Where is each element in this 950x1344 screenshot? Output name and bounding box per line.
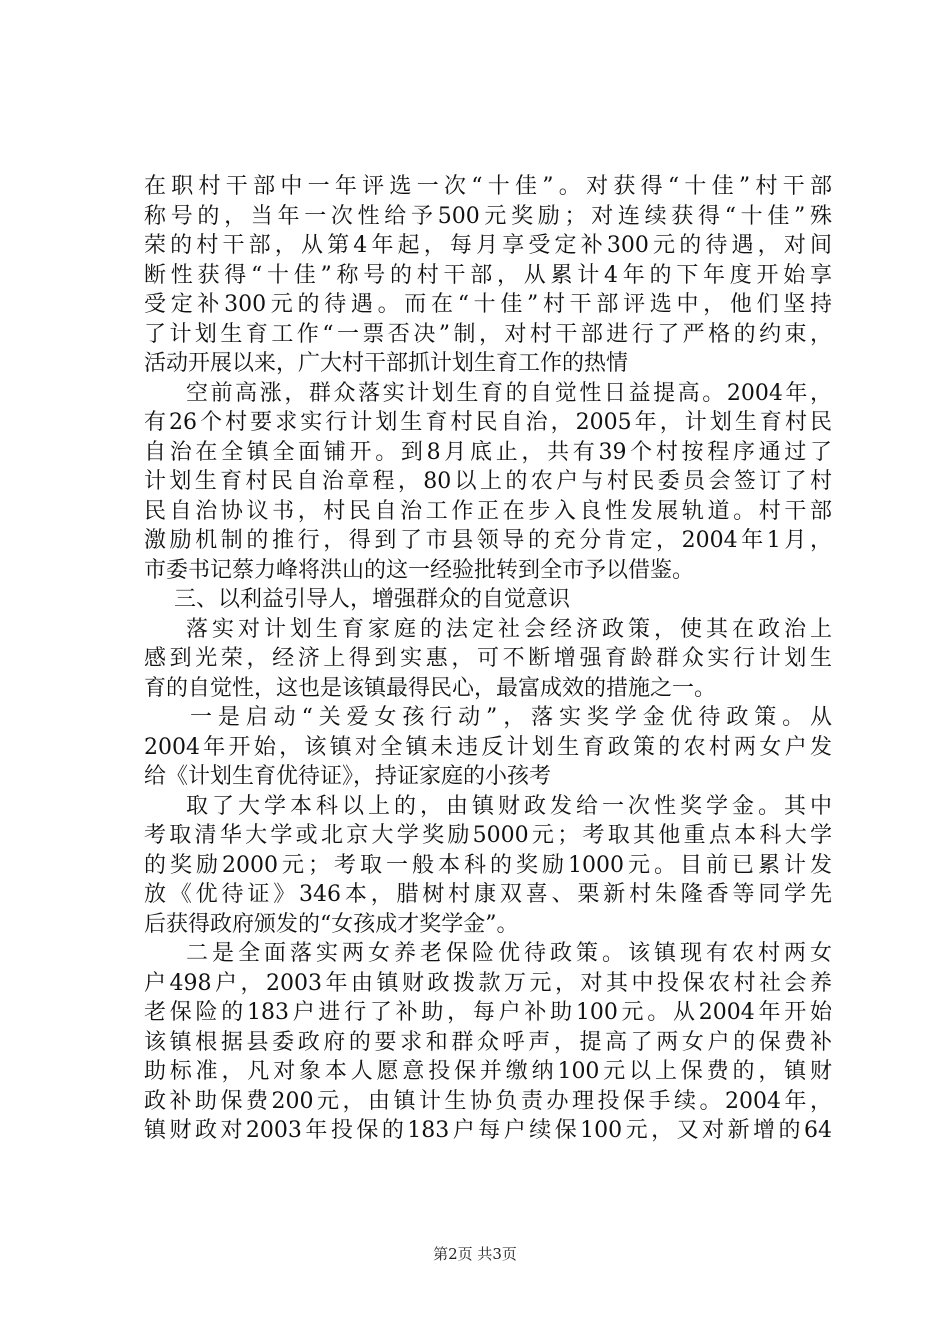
text-line: 计划生育村民自治章程，80以上的农户与村民委员会签订了村 <box>144 469 832 494</box>
text-line: 感到光荣，经济上得到实惠，可不断增强育龄群众实行计划生 <box>144 646 832 671</box>
text-line: 政补助保费200元，由镇计生协负责办理投保手续。2004年， <box>144 1088 832 1114</box>
text-line: 老保险的183户进行了补助，每户补助100元。从2004年开始 <box>144 1000 832 1025</box>
text-line: 荣的村干部，从第4年起，每月享受定补300元的待遇，对间 <box>144 233 832 258</box>
text-line: 了计划生育工作“一票否决”制，对村干部进行了严格的约束， <box>144 321 832 347</box>
text-line: 称号的，当年一次性给予500元奖励；对连续获得“十佳”殊 <box>144 203 832 229</box>
text-line: 自治在全镇全面铺开。到8月底止，共有39个村按程序通过了 <box>144 439 832 465</box>
text-line: 受定补300元的待遇。而在“十佳”村干部评选中，他们坚持 <box>144 292 832 317</box>
text-line: 在职村干部中一年评选一次“十佳”。对获得“十佳”村干部 <box>144 174 832 199</box>
text-line: 一是启动“关爱女孩行动”，落实奖学金优待政策。从 <box>190 705 832 730</box>
text-line: 活动开展以来，广大村干部抓计划生育工作的热情 <box>144 351 629 376</box>
text-line: 该镇根据县委政府的要求和群众呼声，提高了两女户的保费补 <box>144 1029 832 1055</box>
text-line: 取了大学本科以上的，由镇财政发给一次性奖学金。其中 <box>186 793 832 819</box>
text-line: 户498户，2003年由镇财政拨款万元，对其中投保农村社会养 <box>144 970 832 996</box>
text-line: 镇财政对2003年投保的183户每户续保100元，又对新增的64 <box>144 1118 832 1143</box>
text-line: 的奖励2000元；考取一般本科的奖励1000元。目前已累计发 <box>144 852 832 878</box>
text-line: 育的自觉性，这也是该镇最得民心，最富成效的措施之一。 <box>144 675 717 701</box>
document-body <box>144 172 832 1146</box>
text-line: 空前高涨，群众落实计划生育的自觉性日益提高。2004年， <box>186 380 832 406</box>
page-number-label: 第2页 共3页 <box>433 1245 517 1263</box>
section-heading: 三、以利益引导人，增强群众的自觉意识 <box>174 587 571 612</box>
text-line: 助标准，凡对象本人愿意投保并缴纳100元以上保费的，镇财 <box>144 1059 832 1084</box>
page-footer <box>0 1243 950 1264</box>
text-line: 放《优待证》346本，腊树村康双喜、栗新村朱隆香等同学先 <box>144 882 832 907</box>
text-line: 断性获得“十佳”称号的村干部，从累计4年的下年度开始享 <box>144 262 832 288</box>
text-line: 2004年开始，该镇对全镇未违反计划生育政策的农村两女户发 <box>144 734 832 760</box>
text-line: 后获得政府颁发的“女孩成才奖学金”。 <box>144 911 519 937</box>
text-line: 有26个村要求实行计划生育村民自治，2005年，计划生育村民 <box>144 410 832 435</box>
text-line: 二是全面落实两女养老保险优待政策。该镇现有农村两女 <box>186 941 832 966</box>
text-line: 给《计划生育优待证》，持证家庭的小孩考 <box>144 764 552 789</box>
text-line: 落实对计划生育家庭的法定社会经济政策，使其在政治上 <box>186 616 832 642</box>
text-line: 民自治协议书，村民自治工作正在步入良性发展轨道。村干部 <box>144 498 832 524</box>
text-line: 市委书记蔡力峰将洪山的这一经验批转到全市予以借鉴。 <box>144 557 695 583</box>
text-line: 激励机制的推行，得到了市县领导的充分肯定，2004年1月， <box>144 528 832 553</box>
text-line: 考取清华大学或北京大学奖励5000元；考取其他重点本科大学 <box>144 823 832 848</box>
